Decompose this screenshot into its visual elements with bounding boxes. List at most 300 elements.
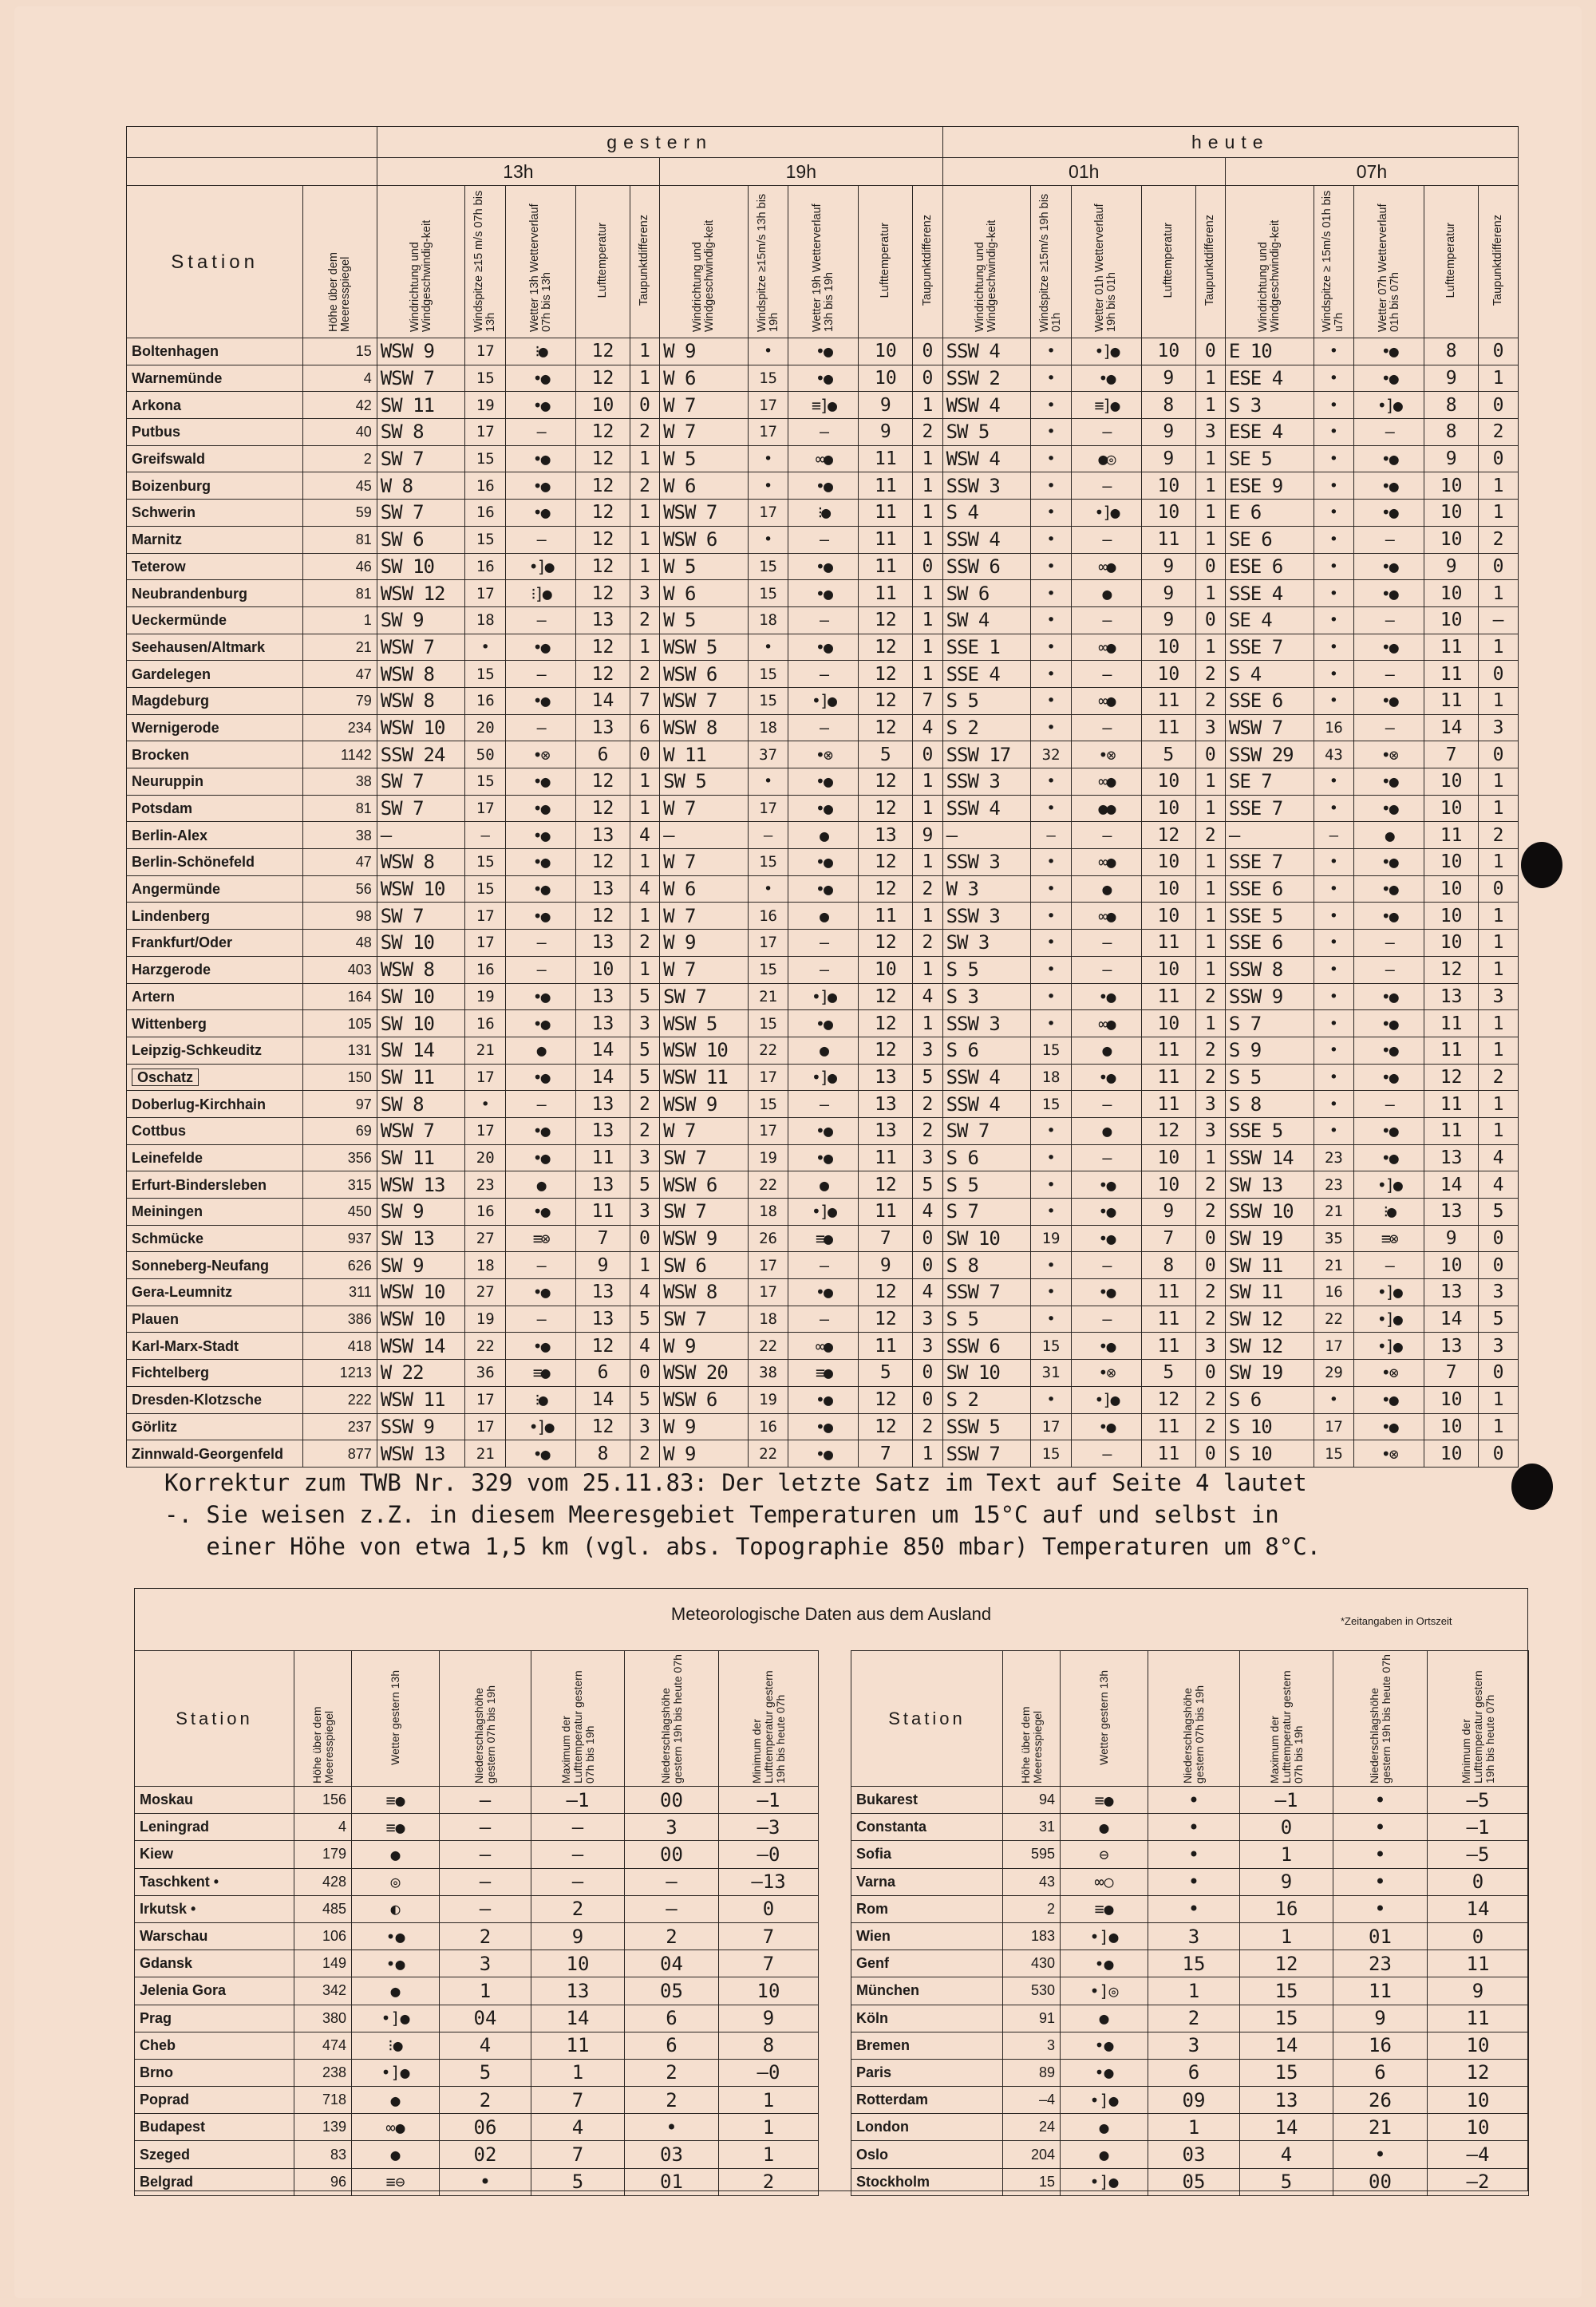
wind-cell: SSW 3 (942, 1010, 1031, 1037)
temperature-cell: 13 (859, 1117, 913, 1144)
wind-cell: W 8 (377, 472, 465, 500)
temperature-cell: 7 (859, 1440, 913, 1468)
gust-cell: • (1031, 903, 1072, 930)
gust-cell: 31 (1031, 1360, 1072, 1387)
precip-day-cell: 02 (440, 2141, 531, 2168)
table-row (127, 1413, 1519, 1440)
gust-cell: • (1031, 526, 1072, 553)
dewpoint-diff-cell: 1 (1479, 795, 1519, 822)
temperature-cell: 10 (1141, 1144, 1195, 1171)
dewpoint-diff-cell: 3 (1479, 714, 1519, 741)
gust-cell: 21 (465, 1037, 506, 1064)
temperature-cell: 10 (1424, 526, 1479, 553)
wind-cell: W 9 (660, 1333, 749, 1360)
weather-cell: ● (1071, 875, 1141, 903)
foreign-station-name: London (851, 2114, 1003, 2141)
gust-cell: 43 (1314, 741, 1354, 768)
station-name: Görlitz (127, 1413, 303, 1440)
temperature-cell: 10 (1141, 634, 1195, 661)
gust-cell: • (1031, 1199, 1072, 1226)
foreign-station-height: 380 (294, 2005, 352, 2032)
temperature-cell: 14 (1424, 1306, 1479, 1333)
dewpoint-diff-cell: 2 (630, 930, 659, 957)
precip-night-cell: 01 (625, 2168, 719, 2195)
gust-cell: • (1314, 338, 1354, 365)
foreign-left-header-3: Maximum der Lufttemperatur gestern 07h bis 19h (531, 1651, 625, 1787)
temperature-cell: 9 (1424, 445, 1479, 472)
dewpoint-diff-cell: 1 (630, 1252, 659, 1279)
temperature-cell: 13 (576, 930, 630, 957)
wind-cell: WSW 9 (377, 338, 465, 365)
foreign-station-name: Köln (851, 2005, 1003, 2032)
gust-cell: 16 (465, 1010, 506, 1037)
wind-cell: SE 6 (1225, 526, 1314, 553)
station-name: Harzgerode (127, 956, 303, 983)
foreign-station-name: Taschkent • (135, 1868, 294, 1895)
gust-cell: • (1314, 983, 1354, 1010)
temperature-cell: 13 (576, 1010, 630, 1037)
foreign-station-height: 4 (294, 1814, 352, 1841)
wind-cell: SW 3 (942, 930, 1031, 957)
temperature-cell: 11 (1141, 1091, 1195, 1118)
dewpoint-diff-cell: 3 (1195, 1091, 1225, 1118)
dewpoint-diff-cell: 1 (913, 1440, 942, 1468)
weather-cell: •]● (1071, 338, 1141, 365)
temperature-cell: 10 (1141, 500, 1195, 527)
foreign-weather-cell: •● (1061, 2059, 1148, 2086)
dewpoint-diff-cell: 0 (630, 392, 659, 419)
table-row (127, 768, 1519, 796)
gust-cell: 15 (1314, 1440, 1354, 1468)
temperature-cell: 11 (1141, 1413, 1195, 1440)
max-temp-cell: 14 (1240, 2114, 1333, 2141)
table-row (127, 1306, 1519, 1333)
gust-cell: 21 (748, 983, 788, 1010)
gust-cell: 15 (465, 526, 506, 553)
min-temp-cell: 14 (1428, 1895, 1529, 1922)
temperature-cell: 9 (576, 1252, 630, 1279)
table-row (135, 1895, 819, 1922)
gust-cell: 18 (748, 1199, 788, 1226)
weather-cell: •● (506, 500, 576, 527)
temperature-cell: 9 (859, 419, 913, 446)
weather-cell: •● (506, 983, 576, 1010)
wind-cell: SE 7 (1225, 768, 1314, 796)
weather-cell: •● (506, 1064, 576, 1091)
precip-day-cell: 2 (440, 1922, 531, 1949)
temperature-cell: 6 (576, 1360, 630, 1387)
station-name: Marnitz (127, 526, 303, 553)
weather-cell: ● (788, 903, 859, 930)
table-row (127, 1252, 1519, 1279)
min-temp-cell: 7 (719, 1950, 819, 1977)
gust-cell: – (748, 822, 788, 849)
gust-cell: • (748, 768, 788, 796)
weather-cell: – (1071, 1144, 1141, 1171)
wind-cell: W 7 (660, 1117, 749, 1144)
precip-night-cell: 11 (1333, 1977, 1428, 2005)
gust-cell: 27 (465, 1279, 506, 1306)
precip-night-cell: 00 (625, 1787, 719, 1814)
weather-cell: •● (788, 472, 859, 500)
temperature-cell: 11 (859, 1144, 913, 1171)
dewpoint-diff-cell: 1 (913, 903, 942, 930)
temperature-cell: 11 (576, 1144, 630, 1171)
station-name: Warnemünde (127, 365, 303, 392)
weather-cell: •● (1354, 1117, 1424, 1144)
wind-cell: SW 7 (660, 1199, 749, 1226)
dewpoint-diff-cell: 1 (630, 956, 659, 983)
temperature-cell: 10 (1424, 795, 1479, 822)
weather-cell: – (506, 606, 576, 634)
temperature-cell: 7 (859, 1225, 913, 1252)
wind-cell: WSW 7 (377, 1117, 465, 1144)
temperature-cell: 14 (576, 1037, 630, 1064)
gust-cell: 15 (465, 768, 506, 796)
correction-line-3: einer Höhe von etwa 1,5 km (vgl. abs. Topographie 850 mbar) Temperaturen um 8°C. (164, 1533, 1321, 1560)
foreign-right-header-3: Maximum der Lufttemperatur gestern 07h bis 19h (1240, 1651, 1333, 1787)
temperature-cell: 13 (576, 822, 630, 849)
dewpoint-diff-cell: 1 (913, 795, 942, 822)
dewpoint-diff-cell: 1 (1479, 687, 1519, 714)
header-col-19-3: Lufttemperatur (859, 186, 913, 338)
dewpoint-diff-cell: 1 (1195, 472, 1225, 500)
foreign-station-height: 156 (294, 1787, 352, 1814)
table-row (127, 687, 1519, 714)
dewpoint-diff-cell: 1 (1195, 795, 1225, 822)
weather-cell: •⊗ (506, 741, 576, 768)
min-temp-cell: –5 (1428, 1841, 1529, 1868)
max-temp-cell: 7 (531, 2087, 625, 2114)
wind-cell: SW 10 (942, 1360, 1031, 1387)
gust-cell: • (1031, 1144, 1072, 1171)
weather-cell: ● (1071, 580, 1141, 607)
wind-cell: SW 11 (377, 392, 465, 419)
gust-cell: • (1314, 875, 1354, 903)
temperature-cell: 13 (576, 1306, 630, 1333)
weather-cell: – (1071, 661, 1141, 688)
foreign-right-header-station: Station (851, 1651, 1003, 1787)
foreign-table-right (851, 1650, 1529, 2196)
wind-cell: W 6 (660, 580, 749, 607)
precip-night-cell: 3 (625, 1814, 719, 1841)
foreign-station-height: 179 (294, 1841, 352, 1868)
temperature-cell: 12 (859, 768, 913, 796)
temperature-cell: 11 (1424, 661, 1479, 688)
dewpoint-diff-cell: 5 (630, 983, 659, 1010)
temperature-cell: 9 (1141, 445, 1195, 472)
table-row (135, 2114, 819, 2141)
foreign-weather-cell: •● (1061, 2032, 1148, 2059)
max-temp-cell: 14 (1240, 2032, 1333, 2059)
table-row (127, 580, 1519, 607)
station-height: 15 (303, 338, 377, 365)
dewpoint-diff-cell: 1 (913, 606, 942, 634)
header-col-13-3: Lufttemperatur (576, 186, 630, 338)
wind-cell: WSW 11 (660, 1064, 749, 1091)
foreign-right-header-1: Wetter gestern 13h (1061, 1651, 1148, 1787)
weather-cell: – (788, 714, 859, 741)
weather-cell: – (1071, 606, 1141, 634)
gust-cell: 17 (748, 392, 788, 419)
temperature-cell: 11 (1141, 1037, 1195, 1064)
dewpoint-diff-cell: 1 (913, 472, 942, 500)
temperature-cell: 12 (859, 1037, 913, 1064)
min-temp-cell: –1 (1428, 1814, 1529, 1841)
wind-cell: S 5 (1225, 1064, 1314, 1091)
wind-cell: WSW 14 (377, 1333, 465, 1360)
punch-hole-upper (1521, 842, 1562, 888)
foreign-weather-cell: •]● (1061, 2168, 1148, 2195)
temperature-cell: 12 (576, 338, 630, 365)
station-name: Gardelegen (127, 661, 303, 688)
temperature-cell: 12 (576, 553, 630, 580)
weather-cell: – (1071, 1252, 1141, 1279)
gust-cell: 17 (748, 930, 788, 957)
wind-cell: SW 7 (377, 795, 465, 822)
dewpoint-diff-cell: 0 (1479, 392, 1519, 419)
gust-cell: • (1031, 687, 1072, 714)
table-row (127, 1010, 1519, 1037)
dewpoint-diff-cell: 2 (630, 661, 659, 688)
wind-cell: S 6 (942, 1037, 1031, 1064)
wind-cell: WSW 6 (660, 1171, 749, 1199)
dewpoint-diff-cell: 4 (1479, 1171, 1519, 1199)
foreign-station-name: Warschau (135, 1922, 294, 1949)
dewpoint-diff-cell: 0 (913, 1225, 942, 1252)
foreign-station-height: 31 (1003, 1814, 1061, 1841)
gust-cell: 17 (465, 338, 506, 365)
station-height: 81 (303, 580, 377, 607)
temperature-cell: 11 (859, 903, 913, 930)
max-temp-cell: 2 (531, 1895, 625, 1922)
header-col-13-4: Taupunktdifferenz (630, 186, 659, 338)
weather-cell: •● (1071, 1225, 1141, 1252)
dewpoint-diff-cell: 1 (1195, 956, 1225, 983)
max-temp-cell: 14 (531, 2005, 625, 2032)
temperature-cell: 11 (859, 1333, 913, 1360)
temperature-cell: 11 (1424, 687, 1479, 714)
weather-cell: ∞● (1071, 903, 1141, 930)
temperature-cell: 12 (859, 1171, 913, 1199)
station-name: Sonneberg-Neufang (127, 1252, 303, 1279)
foreign-station-name: Szeged (135, 2141, 294, 2168)
table-row (127, 500, 1519, 527)
weather-cell: •● (1071, 365, 1141, 392)
temperature-cell: 10 (1424, 930, 1479, 957)
weather-cell: – (506, 661, 576, 688)
wind-cell: S 5 (942, 1171, 1031, 1199)
dewpoint-diff-cell: 0 (1195, 606, 1225, 634)
weather-cell: •● (1354, 445, 1424, 472)
foreign-station-name: Leningrad (135, 1814, 294, 1841)
header-19h: 19h (660, 158, 942, 186)
wind-cell: SW 10 (942, 1225, 1031, 1252)
gust-cell: 35 (1314, 1225, 1354, 1252)
weather-cell: ∞● (1071, 768, 1141, 796)
temperature-cell: 14 (576, 1386, 630, 1413)
foreign-station-name: Wien (851, 1922, 1003, 1949)
wind-cell: WSW 10 (377, 1306, 465, 1333)
foreign-station-name: Varna (851, 1868, 1003, 1895)
temperature-cell: 10 (859, 338, 913, 365)
weather-cell: – (506, 956, 576, 983)
wind-cell: SW 7 (377, 903, 465, 930)
wind-cell: W 6 (660, 875, 749, 903)
dewpoint-diff-cell: 3 (630, 1199, 659, 1226)
table-row (851, 2032, 1529, 2059)
weather-cell: ● (788, 822, 859, 849)
weather-cell: •● (506, 472, 576, 500)
dewpoint-diff-cell: 0 (1479, 661, 1519, 688)
gust-cell: 15 (748, 580, 788, 607)
dewpoint-diff-cell: 5 (630, 1306, 659, 1333)
table-row (851, 1895, 1529, 1922)
dewpoint-diff-cell: 2 (630, 606, 659, 634)
table-row (127, 875, 1519, 903)
weather-cell: •● (788, 338, 859, 365)
dewpoint-diff-cell: 4 (913, 1279, 942, 1306)
station-height: 47 (303, 661, 377, 688)
wind-cell: SSE 5 (1225, 1117, 1314, 1144)
foreign-station-name: Jelenia Gora (135, 1977, 294, 2005)
weather-cell: •● (506, 687, 576, 714)
dewpoint-diff-cell: 2 (1195, 1386, 1225, 1413)
wind-cell: SW 5 (942, 419, 1031, 446)
min-temp-cell: 8 (719, 2032, 819, 2059)
temperature-cell: 9 (1141, 419, 1195, 446)
wind-cell: SSW 4 (942, 1064, 1031, 1091)
temperature-cell: 11 (1424, 1010, 1479, 1037)
foreign-right-header-2: Niederschlagshöhe gestern 07h bis 19h (1148, 1651, 1240, 1787)
max-temp-cell: 0 (1240, 1814, 1333, 1841)
wind-cell: W 7 (660, 419, 749, 446)
temperature-cell: 11 (1141, 983, 1195, 1010)
temperature-cell: 12 (576, 526, 630, 553)
dewpoint-diff-cell: 1 (630, 634, 659, 661)
weather-cell: •● (1354, 768, 1424, 796)
dewpoint-diff-cell: 4 (630, 822, 659, 849)
temperature-cell: 14 (1424, 714, 1479, 741)
temperature-cell: 14 (576, 687, 630, 714)
temperature-cell: 13 (1424, 1333, 1479, 1360)
weather-cell: – (1071, 822, 1141, 849)
weather-cell: •● (788, 849, 859, 876)
gust-cell: • (1031, 714, 1072, 741)
dewpoint-diff-cell: 4 (913, 714, 942, 741)
dewpoint-diff-cell: 2 (913, 875, 942, 903)
header-col-19-2: Wetter 19h Wetterverlauf 13h bis 19h (788, 186, 859, 338)
header-07h: 07h (1225, 158, 1518, 186)
gust-cell: 18 (465, 606, 506, 634)
foreign-station-name: Sofia (851, 1841, 1003, 1868)
dewpoint-diff-cell: 2 (1479, 1064, 1519, 1091)
wind-cell: WSW 5 (660, 634, 749, 661)
wind-cell: W 7 (660, 903, 749, 930)
station-height: 97 (303, 1091, 377, 1118)
temperature-cell: 10 (1424, 500, 1479, 527)
corner-cell-2 (127, 158, 377, 186)
dewpoint-diff-cell: 0 (1479, 445, 1519, 472)
gust-cell: 15 (465, 445, 506, 472)
foreign-station-name: Bukarest (851, 1787, 1003, 1814)
station-name: Lindenberg (127, 903, 303, 930)
weather-cell: – (506, 526, 576, 553)
wind-cell: SSE 6 (1225, 930, 1314, 957)
temperature-cell: 11 (1141, 714, 1195, 741)
foreign-weather-cell: ∞○ (1061, 1868, 1148, 1895)
foreign-station-height: 106 (294, 1922, 352, 1949)
table-row (127, 338, 1519, 365)
wind-cell: W 7 (660, 392, 749, 419)
temperature-cell: 7 (576, 1225, 630, 1252)
precip-night-cell: • (1333, 1895, 1428, 1922)
table-row (851, 1787, 1529, 1814)
foreign-station-name: Irkutsk • (135, 1895, 294, 1922)
dewpoint-diff-cell: 2 (1195, 1413, 1225, 1440)
temperature-cell: 11 (859, 500, 913, 527)
header-height: Höhe über dem Meeresspiegel (303, 186, 377, 338)
dewpoint-diff-cell: 1 (630, 338, 659, 365)
gust-cell: 18 (1031, 1064, 1072, 1091)
temperature-cell: 9 (1424, 553, 1479, 580)
wind-cell: SW 13 (377, 1225, 465, 1252)
gust-cell: • (1314, 445, 1354, 472)
station-name: Boizenburg (127, 472, 303, 500)
wind-cell: SSW 9 (1225, 983, 1314, 1010)
temperature-cell: 12 (859, 795, 913, 822)
dewpoint-diff-cell: 5 (630, 1064, 659, 1091)
min-temp-cell: 0 (1428, 1922, 1529, 1949)
gust-cell: – (1314, 822, 1354, 849)
foreign-station-name: Paris (851, 2059, 1003, 2086)
wind-cell: WSW 10 (377, 714, 465, 741)
dewpoint-diff-cell: 6 (630, 714, 659, 741)
weather-cell: •● (1071, 983, 1141, 1010)
max-temp-cell: – (531, 1814, 625, 1841)
gust-cell: 15 (748, 956, 788, 983)
weather-cell: •⊗ (1071, 1360, 1141, 1387)
weather-cell: •● (506, 634, 576, 661)
foreign-weather-cell: ● (352, 1977, 440, 2005)
weather-cell: •● (506, 822, 576, 849)
temperature-cell: 10 (1141, 849, 1195, 876)
dewpoint-diff-cell: 1 (1479, 500, 1519, 527)
temperature-cell: 9 (1424, 1225, 1479, 1252)
dewpoint-diff-cell: 3 (1479, 1333, 1519, 1360)
temperature-cell: 5 (859, 741, 913, 768)
gust-cell: 50 (465, 741, 506, 768)
weather-cell: – (506, 714, 576, 741)
wind-cell: SSW 4 (942, 1091, 1031, 1118)
wind-cell: S 8 (1225, 1091, 1314, 1118)
wind-cell: WSW 6 (660, 661, 749, 688)
precip-night-cell: • (1333, 1868, 1428, 1895)
gust-cell: • (1031, 930, 1072, 957)
gust-cell: • (1314, 1117, 1354, 1144)
temperature-cell: 10 (1424, 1386, 1479, 1413)
wind-cell: S 4 (1225, 661, 1314, 688)
dewpoint-diff-cell: 7 (913, 687, 942, 714)
table-row (127, 634, 1519, 661)
temperature-cell: 10 (1141, 875, 1195, 903)
dewpoint-diff-cell: 2 (1195, 1171, 1225, 1199)
gust-cell: 16 (465, 687, 506, 714)
gust-cell: 17 (748, 1252, 788, 1279)
dewpoint-diff-cell: 1 (1195, 903, 1225, 930)
precip-night-cell: • (1333, 1787, 1428, 1814)
foreign-weather-cell: ◎ (352, 1868, 440, 1895)
